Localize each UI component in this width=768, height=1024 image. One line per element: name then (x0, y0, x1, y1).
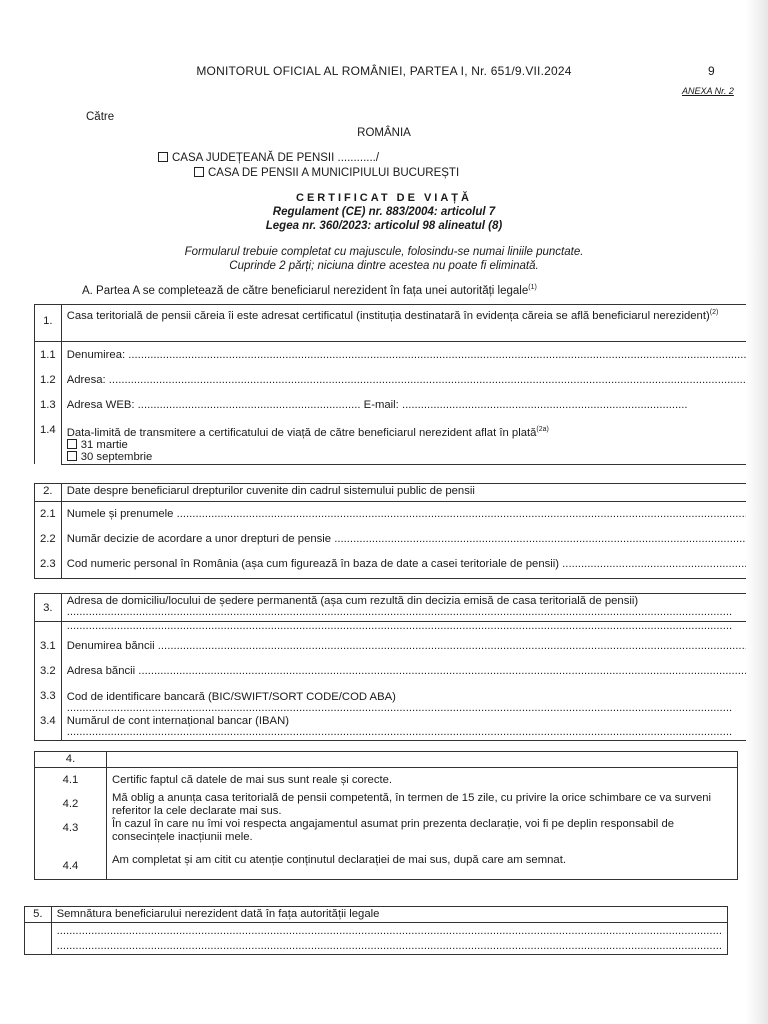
section-3-table (34, 593, 768, 741)
row-number: 3.2 (40, 665, 56, 677)
web-email-field[interactable]: Adresa WEB: ....................................................................... E-mail: ........................................................................................... (66, 399, 688, 411)
full-name-field[interactable]: Numele și prenumele ..... (67, 502, 768, 527)
bank-name-field[interactable]: Denumirea băncii ..... (67, 634, 768, 659)
row-number: 1.4 (40, 424, 56, 436)
row-number: 1.2 (40, 374, 56, 386)
iban-field[interactable]: Numărul de cont internațional bancar (IBAN) (66, 715, 289, 727)
section-heading: Date despre beneficiarul drepturilor cuvenite din cadrul sistemului public de pensii (61, 484, 768, 502)
page-number: 9 (708, 64, 715, 78)
part-a-intro: A. Partea A se completează de către beneficiarul nerezident în fața unei autorități legale$^{(1)}$ (82, 284, 537, 297)
bucharest-pension-label: CASA DE PENSII A MUNICIPIULUI BUCUREȘTI (208, 167, 460, 179)
section-heading: Casa teritorială de pensii căreia îi este adresat certificatul (instituția destinatară în evidența căreia se află beneficiarul nerezident)$^{(2)}$ (61, 305, 768, 342)
gazette-header: MONITORUL OFICIAL AL ROMÂNIEI, PARTEA I, Nr. 651/9.VII.2024 (196, 64, 572, 78)
section-1-table (34, 304, 768, 465)
signature-field[interactable] (51, 923, 727, 955)
section-number: 1. (35, 305, 62, 342)
checkbox-icon[interactable] (158, 152, 168, 162)
section-2-table (34, 483, 768, 579)
page-edge-shadow (746, 0, 768, 1024)
section-heading: Semnătura beneficiarului nerezident dată în fața autorității legale (51, 907, 727, 923)
row-number: 4.4 (62, 860, 79, 872)
annex-label: ANEXA Nr. 2 (682, 86, 734, 96)
certificate-title: CERTIFICAT DE VIAȚĂ (296, 192, 472, 204)
home-address-field[interactable]: Adresa de domiciliu/locului de ședere permanentă (așa cum rezultă din decizia emisă de casa teritorială de pensii) ..... (61, 594, 768, 622)
bucharest-pension-option[interactable] (194, 167, 459, 179)
county-pension-option[interactable] (158, 152, 379, 164)
row-number: 2.1 (40, 508, 56, 520)
section-4-table (34, 751, 738, 880)
county-pension-label: CASA JUDEȚEANĂ DE PENSII ............/ (172, 152, 380, 164)
statement-4-3: În cazul în care nu îmi voi respecta angajamentul asumat prin prezenta declarație, voi fi pe deplin responsabil de consecințele inacțiunii mele. (112, 818, 675, 843)
row-number: 3.1 (40, 640, 56, 652)
decision-number-field[interactable]: Număr decizie de acordare a unor drepturi de pensie ..... (67, 527, 768, 552)
statement-4-1: Certific faptul că datele de mai sus sunt reale și corecte. (112, 774, 393, 786)
row-number: 4.1 (62, 774, 79, 786)
law-reference: Legea nr. 360/2023: articolul 98 alineatul (8) (265, 220, 503, 232)
section-5-table (24, 906, 728, 955)
section-number: 5. (25, 907, 52, 923)
section-number: 4. (35, 752, 107, 768)
row-number: 4.3 (62, 822, 79, 834)
checkbox-icon[interactable] (67, 439, 77, 449)
section-number: 3. (35, 594, 62, 622)
checkbox-icon[interactable] (67, 451, 77, 461)
cnp-field[interactable]: Cod numeric personal în România (așa cum figurează în baza de date a casei teritoriale de pensii) ..... (67, 552, 768, 577)
option-30-september[interactable]: 30 septembrie (67, 451, 768, 463)
statement-4-2: Mă oblig a anunța casa teritorială de pensii competentă, în termen de 15 zile, cu privire la orice schimbare ce va surveni referitor la cele declarate mai sus. (112, 792, 712, 817)
checkbox-icon[interactable] (194, 167, 204, 177)
row-number: 1.1 (40, 349, 56, 361)
row-number: 1.3 (40, 399, 56, 411)
statement-4-4: Am completat și am citit cu atenție conținutul declarației de mai sus, după care am semnat. (112, 854, 566, 866)
country-name: ROMÂNIA (357, 127, 411, 139)
instruction-line-1: Formularul trebuie completat cu majuscule, folosindu-se numai liniile punctate. (184, 246, 584, 258)
section-number: 2. (35, 484, 62, 502)
row-number: 4.2 (62, 798, 79, 810)
regulation-reference: Regulament (CE) nr. 883/2004: articolul 7 (272, 206, 496, 218)
instruction-line-2: Cuprinde 2 părți; niciuna dintre acestea nu poate fi eliminată. (229, 260, 539, 272)
option-31-march[interactable]: 31 martie (67, 439, 768, 451)
row-number: 2.2 (40, 533, 56, 545)
bank-address-field[interactable]: Adresa băncii ..... (67, 659, 768, 684)
row-number: 3.4 (40, 715, 56, 727)
row-number: 2.3 (40, 558, 56, 570)
addressee-label: Către (86, 111, 115, 123)
deadline-field: Data-limită de transmitere a certificatului de viață de către beneficiarul nerezident aflat în plată$^{(2a)}$ 31 martie 30 septembrie (67, 418, 768, 463)
bic-field[interactable]: Cod de identificare bancară (BIC/SWIFT/SORT CODE/COD ABA) (66, 691, 396, 703)
address-field[interactable]: Adresa: ..... (67, 368, 768, 393)
name-field[interactable]: Denumirea: ..... (67, 343, 768, 368)
row-number: 3.3 (40, 690, 56, 702)
